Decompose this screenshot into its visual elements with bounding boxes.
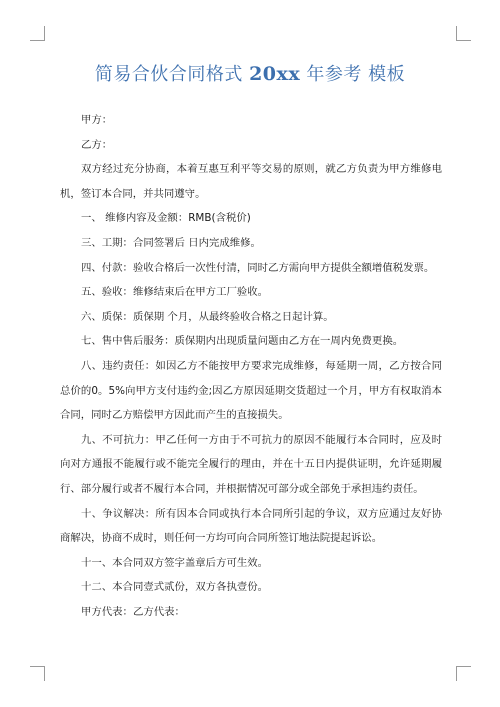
clause-3: 三、工期：合同签署后 日内完成维修。 (81, 236, 261, 249)
clause-5: 五、验收：维修结束后在甲方工厂验收。 (81, 286, 269, 299)
crop-mark-top-left (30, 26, 45, 41)
clause-9: 九、不可抗力：甲乙任何一方由于不可抗力的原因不能履行本合同时，应及时向对方通报不能履行或不能完全履行的理由，并在十五日内提供证明，允许延期履行、部分履行或者不履行本合同，并根据情况可部分或全部免于承担违约责任。 (60, 433, 442, 495)
document-title (0, 60, 500, 86)
party-a-line: 甲方： (81, 114, 113, 126)
crop-mark-top-right (456, 26, 471, 41)
contract-body (60, 108, 442, 624)
clause-6: 六、质保：质保期 个月，从最终验收合格之日起计算。 (81, 310, 334, 323)
clause-8: 八、违约责任：如因乙方不能按甲方要求完成维修，每延期一周，乙方按合同总价的0。5%向甲方支付违约金;因乙方原因延期交货超过一个月，甲方有权取消本合同，同时乙方赔偿甲方因此而产生的直接损失。 (60, 359, 442, 422)
crop-mark-bottom-right (456, 666, 471, 681)
title-prefix: 简易合伙合同格式 (94, 64, 250, 85)
clause-11: 十一、本合同双方签字盖章后方可生效。 (81, 556, 269, 569)
clause-10: 十、争议解决：所有因本合同或执行本合同所引起的争议，双方应通过友好协商解决，协商不成时，则任何一方均可向合同所签订地法院提起诉讼。 (60, 507, 442, 545)
title-suffix: 年参考 模板 (300, 64, 406, 85)
clause-12: 十二、本合同壹式贰份，双方各执壹份。 (81, 581, 269, 594)
signature-line: 甲方代表：乙方代表： (81, 605, 185, 618)
crop-mark-bottom-left (30, 666, 45, 681)
clause-4: 四、付款：验收合格后一次性付清，同时乙方需向甲方提供全额增值税发票。 (81, 261, 435, 274)
clause-7: 七、售中售后服务：质保期内出现质量问题由乙方在一周内免费更换。 (81, 335, 404, 348)
party-b-line: 乙方： (81, 138, 113, 151)
title-year: 20xx (249, 63, 301, 85)
preamble-paragraph: 双方经过充分协商，本着互惠互利平等交易的原则，就乙方负责为甲方维修电机，签订本合同，并共同遵守。 (60, 163, 442, 200)
clause-1: 一、 维修内容及金额：RMB(含税价) (81, 212, 251, 225)
